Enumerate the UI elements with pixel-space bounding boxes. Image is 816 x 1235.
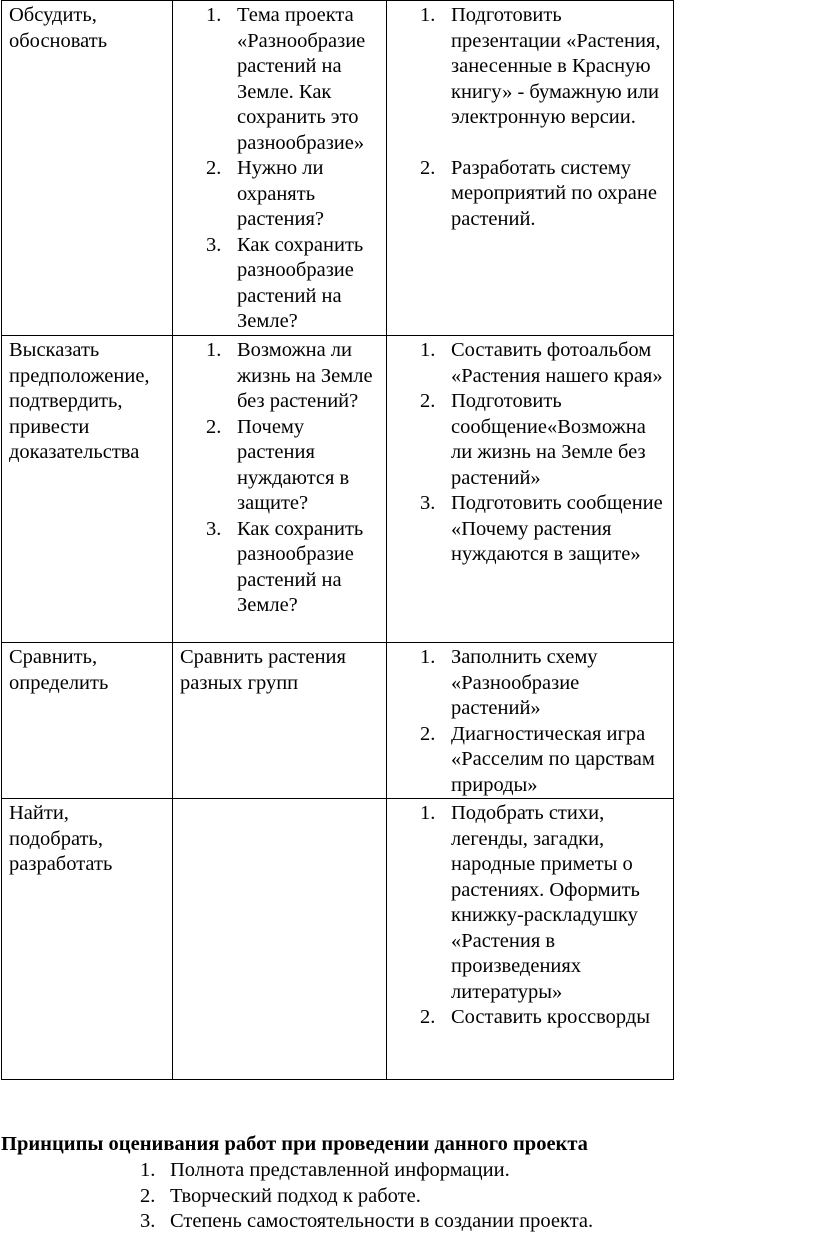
list-item-text: Подготовить презентации «Растения, занесенные в Красную книгу» - бумажную или электронную версии. bbox=[451, 4, 661, 128]
list-item: 3. Подготовить сообщение «Почему растения нуждаются в защите» bbox=[420, 492, 663, 565]
questions-cell bbox=[173, 643, 387, 799]
tasks-list bbox=[387, 643, 673, 798]
questions-list bbox=[173, 336, 386, 619]
section-heading: Принципы оценивания работ при проведении данного проекта bbox=[1, 1133, 588, 1155]
list-item: 3. Как сохранить разнообразие растений на Земле? bbox=[206, 233, 364, 332]
action-text: Обсудить, обосновать bbox=[9, 4, 108, 52]
project-table bbox=[1, 0, 674, 1080]
list-item: 2. Почему растения нуждаются в защите? bbox=[206, 415, 350, 514]
list-item-text: Подготовить сообщение«Возможна ли жизнь на Земле без растений» bbox=[451, 390, 646, 489]
list-item: 1. Составить фотоальбом «Растения нашего края» bbox=[420, 339, 663, 387]
action-text: Высказать предположение, подтвердить, привести доказательства bbox=[9, 339, 150, 463]
questions-cell bbox=[173, 1, 387, 336]
principles-list bbox=[0, 1158, 800, 1235]
list-item-text: Творческий подход к работе. bbox=[170, 1184, 421, 1207]
list-item: 2. Диагностическая игра «Расселим по царствам природы» bbox=[420, 722, 655, 796]
table-row bbox=[2, 643, 674, 799]
list-item: 1. Заполнить схему «Разнообразие растений» bbox=[420, 646, 598, 719]
list-item-text: Подготовить сообщение «Почему растения нуждаются в защите» bbox=[451, 492, 663, 565]
list-item: 3. Как сохранить разнообразие растений на Земле? bbox=[206, 517, 364, 616]
list-item: 1. Подобрать стихи, легенды, загадки, народные приметы о растениях. Оформить книжку-раскладушку «Растения в произведениях литературы» bbox=[420, 802, 640, 1003]
list-item-text: Нужно ли охранять растения? bbox=[237, 157, 324, 230]
list-item-text: Диагностическая игра «Расселим по царствам природы» bbox=[451, 722, 655, 796]
list-item-text: Как сохранить разнообразие растений на Земле? bbox=[237, 233, 364, 332]
tasks-list bbox=[387, 336, 673, 568]
tasks-cell bbox=[387, 1, 674, 336]
list-item: 1. Полнота представленной информации. bbox=[140, 1159, 510, 1181]
list-item-text: Степень самостоятельности в создании проекта. bbox=[170, 1210, 594, 1232]
action-cell bbox=[2, 336, 173, 643]
action-cell bbox=[2, 799, 173, 1080]
action-text: Сравнить, определить bbox=[9, 646, 109, 694]
questions-text bbox=[173, 799, 386, 801]
questions-cell bbox=[173, 336, 387, 643]
list-item: 2. Подготовить сообщение«Возможна ли жизнь на Земле без растений» bbox=[420, 390, 646, 489]
list-item-text: Разработать систему мероприятий по охране растений. bbox=[451, 156, 657, 230]
tasks-cell bbox=[387, 643, 674, 799]
list-item-text: Составить кроссворды bbox=[451, 1006, 651, 1028]
list-item: 1. Тема проекта «Разнообразие растений на Земле. Как сохранить это разнообразие» bbox=[206, 4, 366, 154]
list-item-text: Заполнить схему «Разнообразие растений» bbox=[451, 646, 598, 719]
table-row bbox=[2, 336, 674, 643]
tasks-list bbox=[387, 799, 673, 1031]
action-cell bbox=[2, 1, 173, 336]
action-text: Найти, подобрать, разработать bbox=[9, 802, 113, 875]
list-item-text: Тема проекта «Разнообразие растений на Земле. Как сохранить это разнообразие» bbox=[237, 4, 366, 154]
list-item-text: Полнота представленной информации. bbox=[170, 1159, 510, 1181]
questions-cell bbox=[173, 799, 387, 1080]
list-item-text: Почему растения нуждаются в защите? bbox=[237, 415, 350, 514]
tasks-cell bbox=[387, 799, 674, 1080]
questions-list bbox=[173, 1, 386, 335]
list-item: 3. Степень самостоятельности в создании проекта. bbox=[140, 1210, 594, 1232]
tasks-cell bbox=[387, 336, 674, 643]
list-item: 2. Разработать систему мероприятий по охране растений. bbox=[420, 156, 657, 230]
list-item: 2. Нужно ли охранять растения? bbox=[206, 157, 324, 230]
list-item-text: Подобрать стихи, легенды, загадки, народные приметы о растениях. Оформить книжку-раскладушку «Растения в произведениях литературы» bbox=[451, 802, 640, 1003]
table-row bbox=[2, 799, 674, 1080]
list-item: 2. Творческий подход к работе. bbox=[140, 1184, 421, 1207]
list-item-text: Составить фотоальбом «Растения нашего края» bbox=[451, 339, 663, 387]
questions-text: Сравнить растения разных групп bbox=[180, 646, 346, 694]
list-item-text: Возможна ли жизнь на Земле без растений? bbox=[237, 339, 373, 412]
list-item-text: Как сохранить разнообразие растений на Земле? bbox=[237, 517, 364, 616]
list-item: 1. Возможна ли жизнь на Земле без растений? bbox=[206, 339, 373, 412]
list-item: 1. Подготовить презентации «Растения, занесенные в Красную книгу» - бумажную или электронную версии. bbox=[420, 4, 661, 128]
action-cell bbox=[2, 643, 173, 799]
tasks-list bbox=[387, 1, 673, 232]
list-item: 2. Составить кроссворды bbox=[420, 1006, 651, 1028]
table-row bbox=[2, 1, 674, 336]
